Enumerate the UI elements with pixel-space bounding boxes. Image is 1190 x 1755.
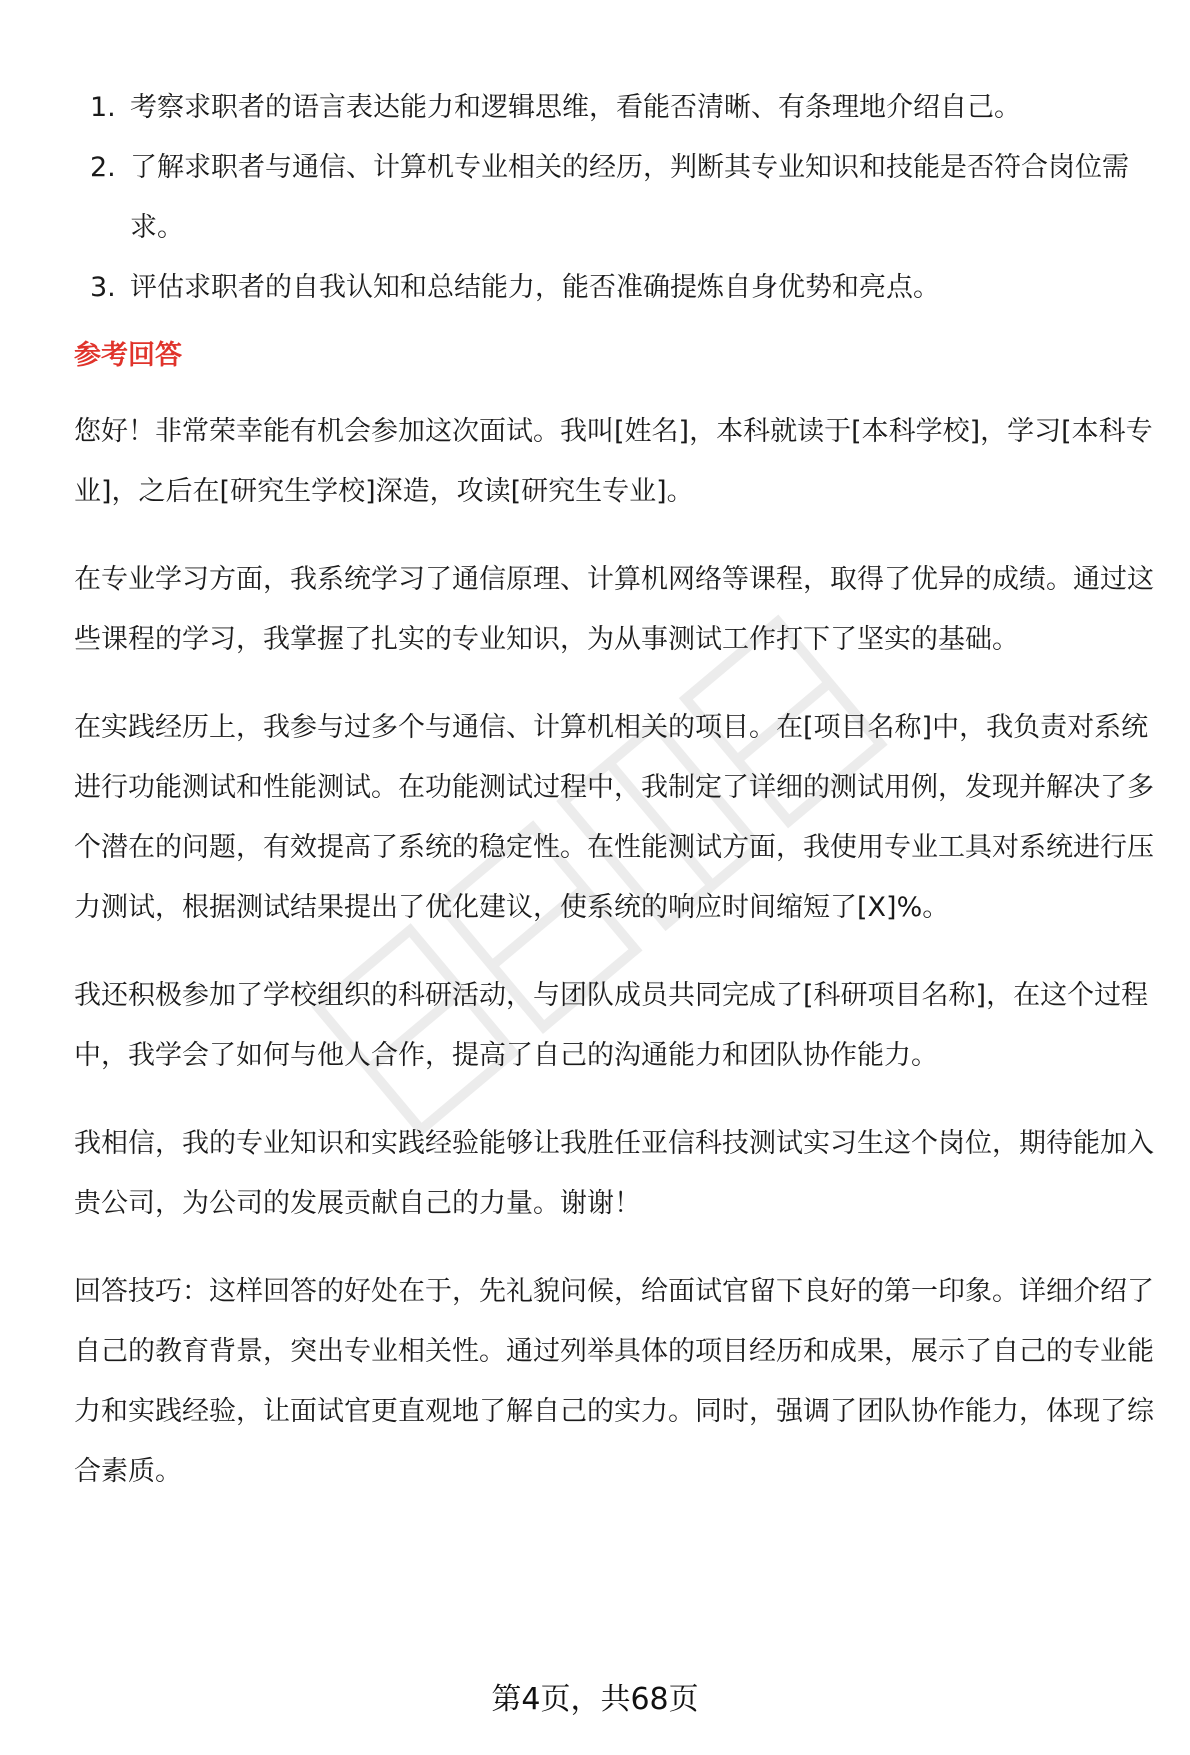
list-text: 了解求职者与通信、计算机专业相关的经历，判断其专业知识和技能是否符合岗位需求。 xyxy=(130,152,1129,243)
tips-paragraph: 回答技巧：这样回答的好处在于，先礼貌问候，给面试官留下良好的第一印象。详细介绍了自己的教育背景，突出专业相关性。通过列举具体的项目经历和成果，展示了自己的专业能力和实践经验，让面试官更直观地了解自己的实力。同时，强调了团队协作能力，体现了综合素质。 xyxy=(74,1276,1154,1487)
list-item xyxy=(74,138,1164,258)
page-number: 第4页，共68页 xyxy=(491,1682,699,1717)
list-item xyxy=(74,258,1164,318)
list-text: 考察求职者的语言表达能力和逻辑思维，看能否清晰、有条理地介绍自己。 xyxy=(130,92,1021,123)
answer-paragraph: 在实践经历上，我参与过多个与通信、计算机相关的项目。在[项目名称]中，我负责对系统进行功能测试和性能测试。在功能测试过程中，我制定了详细的测试用例，发现并解决了多个潜在的问题，有效提高了系统的稳定性。在性能测试方面，我使用专业工具对系统进行压力测试，根据测试结果提出了优化建议，使系统的响应时间缩短了[X]%。 xyxy=(74,712,1154,923)
list-item xyxy=(74,78,1164,138)
document-content xyxy=(74,78,1164,1530)
answer-paragraph: 我还积极参加了学校组织的科研活动，与团队成员共同完成了[科研项目名称]，在这个过程中，我学会了如何与他人合作，提高了自己的沟通能力和团队协作能力。 xyxy=(74,980,1149,1071)
list-number: 3. xyxy=(90,272,116,303)
list-text: 评估求职者的自我认知和总结能力，能否准确提炼自身优势和亮点。 xyxy=(130,272,940,303)
evaluation-list xyxy=(74,78,1164,318)
list-number: 1. xyxy=(90,92,116,123)
answer-paragraph: 您好！非常荣幸能有机会参加这次面试。我叫[姓名]，本科就读于[本科学校]，学习[本科专业]，之后在[研究生学校]深造，攻读[研究生专业]。 xyxy=(74,416,1153,507)
section-title: 参考回答 xyxy=(74,340,182,371)
answer-paragraph: 我相信，我的专业知识和实践经验能够让我胜任亚信科技测试实习生这个岗位，期待能加入贵公司，为公司的发展贡献自己的力量。谢谢！ xyxy=(74,1128,1154,1219)
list-number: 2. xyxy=(90,152,116,183)
answer-paragraph: 在专业学习方面，我系统学习了通信原理、计算机网络等课程，取得了优异的成绩。通过这些课程的学习，我掌握了扎实的专业知识，为从事测试工作打下了坚实的基础。 xyxy=(74,564,1154,655)
